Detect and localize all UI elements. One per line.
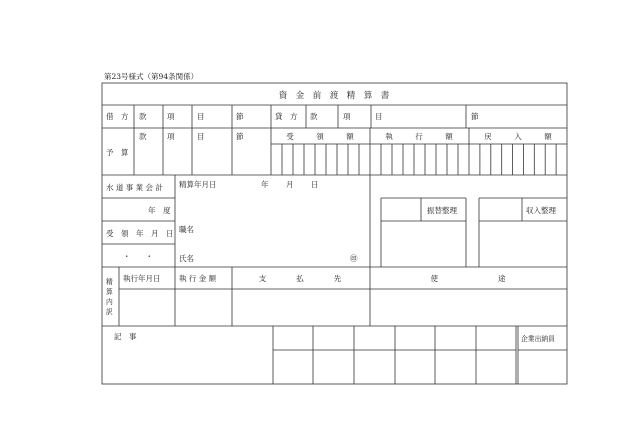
debit-moku: 目 [197,112,205,121]
fiscal-year-label: 年 度 [148,206,171,215]
notes-label: 記 事 [114,332,137,341]
form-title: 資 金 前 渡 精 算 書 [278,91,390,101]
settlement-day: 日 [311,180,319,189]
settlement-details-label-char: 内 [106,298,113,306]
budget-setsu: 節 [236,132,244,141]
budget-label: 予 算 [106,148,129,157]
revenue-adjustment-label: 収入整理 [526,206,556,215]
receipt-date-label: 受 領 年 月 日 [106,229,174,238]
amount-digit-columns [282,144,556,175]
settlement-details-label-char: 精 [106,278,113,286]
budget-kan: 款 [139,132,147,141]
budget-kou: 項 [167,132,175,141]
corporate-cashier-label: 企業出納員 [521,335,555,343]
debit-kou: 項 [167,112,175,121]
credit-kou: 項 [343,112,351,121]
received-amount-header: 受 領 額 [286,132,354,141]
position-label: 職名 [179,225,194,234]
settlement-date-label: 精算年月日 [179,180,217,189]
settlement-year: 年 [261,180,269,189]
credit-kan: 款 [310,112,318,121]
executed-amount-header: 執 行 額 [385,132,453,141]
credit-label: 貸 方 [275,112,298,121]
payee-header: 支 払 先 [258,274,342,283]
credit-moku: 目 [375,112,383,121]
debit-setsu: 節 [236,112,244,121]
waterworks-account: 水 道 事 業 会 計 [106,183,163,192]
seal-mark: ㊞ [350,254,358,263]
receipt-date-value: ・ ・ [123,252,153,261]
form-number: 第23号様式（第94条関係） [104,72,199,81]
settlement-details-label [106,277,113,316]
exec-date-header: 執行年月日 [123,274,161,283]
debit-kan: 款 [139,112,147,121]
credit-setsu: 節 [471,112,479,121]
name-label: 氏名 [179,254,194,263]
returned-amount-header: 戻 入 額 [484,132,552,141]
debit-label: 借 方 [106,112,129,121]
purpose-header: 使 途 [430,274,506,283]
settlement-month: 月 [286,180,294,189]
exec-amount-header: 執 行 金 額 [179,274,217,283]
transfer-adjustment-label: 振替整理 [427,206,457,215]
budget-moku: 目 [197,132,205,141]
settlement-details-label-char: 訳 [106,308,113,316]
settlement-details-label-char: 算 [106,288,113,296]
